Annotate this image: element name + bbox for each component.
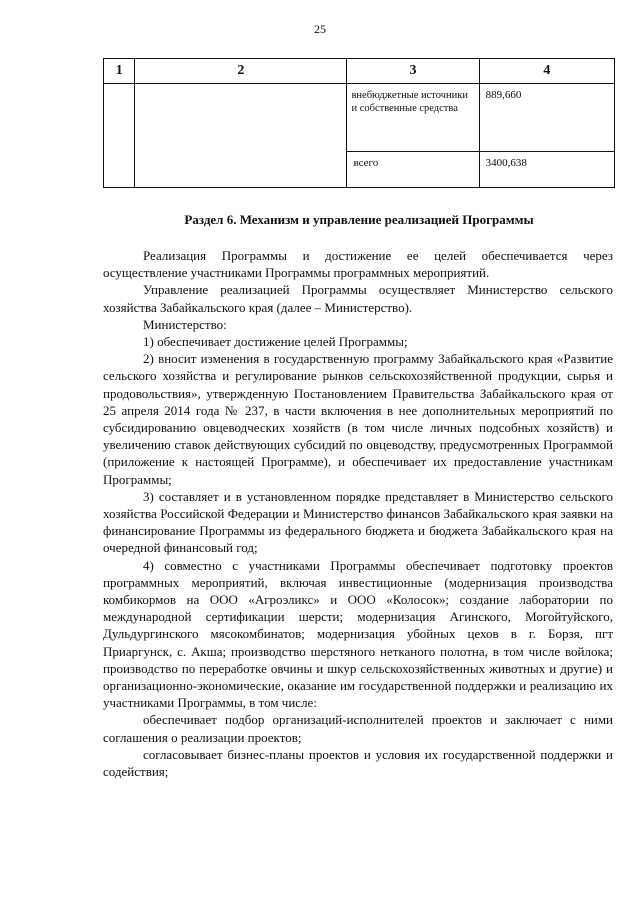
page-number: 25: [314, 22, 326, 36]
paragraph: 3) составляет и в установленном порядке представляет в Министерство сельского хозяйства Российской Федерации и Министерство финансов Забайкальского края заявки на финансирование Программы из федерального бюджета и бюджета Забайкальского края на очередной финансовый год;: [103, 488, 613, 556]
funding-source-cell: всего: [347, 152, 479, 188]
paragraph: Управление реализацией Программы осуществляет Министерство сельского хозяйства Забайкальского края (далее – Министерство).: [103, 282, 613, 315]
paragraph: Министерство:: [143, 316, 227, 332]
table-row: [104, 84, 615, 152]
section-body: [103, 247, 613, 780]
table-cell: [104, 84, 135, 188]
paragraph: согласовывает бизнес-планы проектов и условия их государственной поддержки и содействия;: [103, 746, 613, 780]
funding-amount-cell: 3400,638: [479, 152, 614, 188]
table-cell: [135, 84, 347, 188]
funding-source-cell: внебюджетные источники и собственные средства: [347, 84, 479, 152]
table-header-cell: 3: [347, 59, 479, 84]
table-header-cell: 4: [479, 59, 614, 84]
section-heading: Раздел 6. Механизм и управление реализацией Программы: [184, 212, 534, 227]
paragraph: Реализация Программы и достижение ее целей обеспечивается через осуществление участниками Программы программных мероприятий.: [103, 248, 613, 281]
table-header-cell: 2: [135, 59, 347, 84]
table-header-row: [104, 59, 615, 84]
table-header-cell: 1: [104, 59, 135, 84]
paragraph: 2) вносит изменения в государственную программу Забайкальского края «Развитие сельского хозяйства и регулирование рынков сельскохозяйственной продукции, сырья и продовольствия», утвержденную Постановлением Правительства Забайкальского края от 25 апреля 2014 года № 237, в части включения в нее дополнительных мероприятий по субсидированию овцеводческих хозяйств (в том числе личных подсобных хозяйств) и увеличению ставок действующих субсидий по овцеводству, предусмотренных Программой (приложение к настоящей Программе), и обеспечивает их предоставление участникам Программы;: [103, 351, 613, 487]
paragraph: обеспечивает подбор организаций-исполнителей проектов и заключает с ними соглашения о реализации проектов;: [103, 712, 613, 745]
funding-table: [103, 58, 615, 188]
paragraph: 4) совместно с участниками Программы обеспечивает подготовку проектов программных мероприятий, включая инвестиционные (модернизация производства комбикормов на ООО «Агроэликс» и ООО «Колосок»; создание лаборатории по международной сертификации шерсти; модернизация Агинского, Могойтуйского, Дульдургинского мясокомбинатов; модернизация убойных цехов в г. Борзя, пгт Приаргунск, с. Акша; производство шерстяного нетканого полотна, в том числе войлока; производство по переработке овчины и шкур сельскохозяйственных животных и другие) и организационно-экономические, оказание им государственной поддержки и реализацию их участниками Программы, в том числе:: [103, 557, 613, 711]
paragraph: 1) обеспечивает достижение целей Программы;: [143, 334, 408, 350]
funding-amount-cell: 889,660: [479, 84, 614, 152]
